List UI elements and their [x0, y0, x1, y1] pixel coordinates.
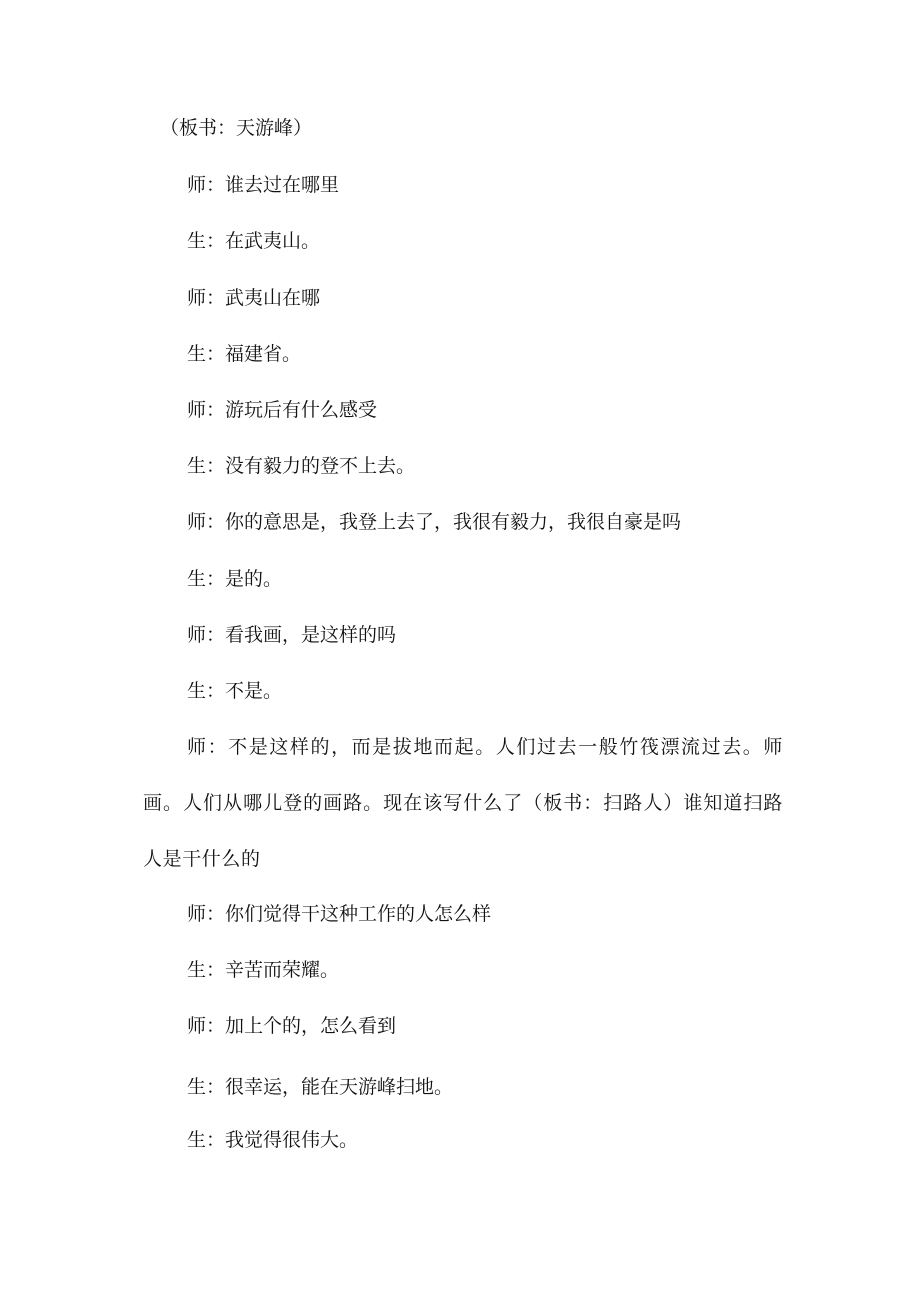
dialogue-line: 师：谁去过在哪里 [187, 174, 340, 196]
dialogue-line: 师：你的意思是，我登上去了，我很有毅力，我很自豪是吗 [187, 511, 682, 533]
dialogue-line: 师：加上个的，怎么看到 [187, 1015, 397, 1037]
dialogue-line: 生：福建省。 [187, 343, 302, 365]
dialogue-line: 生：是的。 [187, 568, 283, 590]
dialogue-paragraph: 师：不是这样的，而是拔地而起。人们过去一般竹筏漂流过去。师画。人们从哪儿登的画路。现在该写什么了（板书：扫路人）谁知道扫路人是干什么的 [143, 736, 783, 870]
board-note-line: （板书：天游峰） [160, 117, 313, 139]
dialogue-line: 生：很幸运，能在天游峰扫地。 [187, 1076, 454, 1098]
dialogue-line: 生：不是。 [187, 680, 283, 702]
dialogue-line: 师：你们觉得干这种工作的人怎么样 [187, 903, 492, 925]
dialogue-line: 生：我觉得很伟大。 [187, 1129, 359, 1151]
dialogue-line: 生：在武夷山。 [187, 230, 321, 252]
dialogue-line: 师：看我画，是这样的吗 [187, 624, 397, 646]
dialogue-line: 师：游玩后有什么感受 [187, 399, 378, 421]
dialogue-line: 生：没有毅力的登不上去。 [187, 455, 416, 477]
dialogue-line: 生：辛苦而荣耀。 [187, 959, 340, 981]
dialogue-line: 师：武夷山在哪 [187, 287, 321, 309]
